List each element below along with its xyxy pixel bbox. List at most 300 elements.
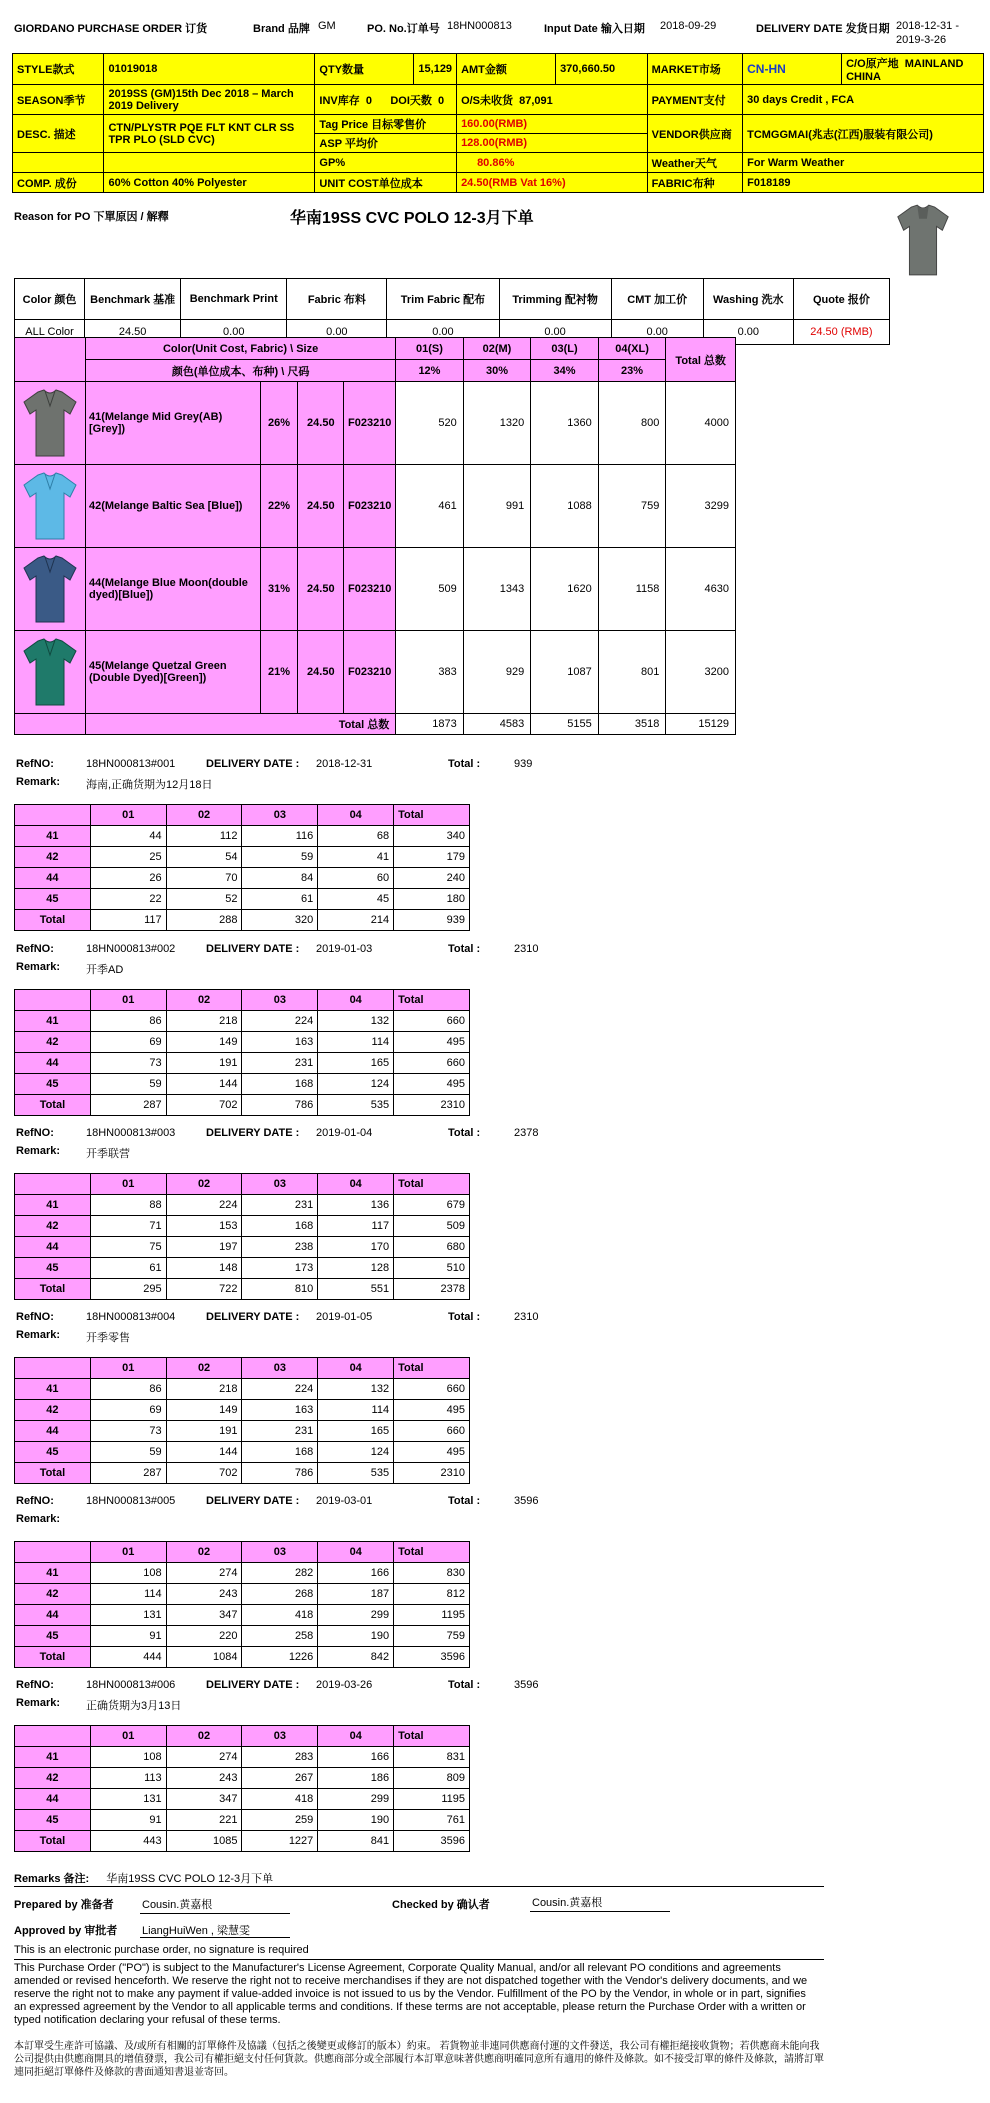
market-label: MARKET市场 <box>647 54 742 85</box>
remark-value: 开季零售 <box>86 1332 130 1344</box>
delivery-row <box>15 1379 470 1400</box>
ref-value: 18HN000813#005 <box>86 1495 176 1507</box>
qty-cell: 231 <box>242 1195 318 1216</box>
total-cell: 3596 <box>394 1831 470 1852</box>
color-cost: 24.50 <box>298 465 344 548</box>
total-row-label: Total <box>15 910 91 931</box>
qty-cell: 170 <box>318 1237 394 1258</box>
size-total: 3518 <box>598 714 666 735</box>
size-col-head: Total <box>394 1358 470 1379</box>
qty-cell: 1088 <box>531 465 599 548</box>
qty-cell: 166 <box>318 1563 394 1584</box>
total-cell: 1085 <box>166 1831 242 1852</box>
qty-cell: 86 <box>90 1011 166 1032</box>
qty-cell: 75 <box>90 1237 166 1258</box>
total-cell: 295 <box>90 1279 166 1300</box>
delivery-row <box>15 1810 470 1831</box>
delivery-date-value: 2019-01-04 <box>316 1127 373 1139</box>
qty-cell: 173 <box>242 1258 318 1279</box>
delivery-total-row <box>15 1279 470 1300</box>
delivery-row <box>15 1258 470 1279</box>
qty-cell: 509 <box>396 548 464 631</box>
color-code: 44 <box>15 1053 91 1074</box>
market-value: CN-HN <box>743 54 842 85</box>
remark-label: Remark: <box>16 1145 61 1157</box>
approved-label: Approved by 审批者 <box>14 1925 118 1937</box>
delivery-header <box>16 758 576 794</box>
delivery-size-table <box>14 989 470 1116</box>
total-row-label: Total <box>15 1279 91 1300</box>
delivery-row <box>15 1400 470 1421</box>
size-col-head: 04 <box>318 805 394 826</box>
qty-cell: 73 <box>90 1053 166 1074</box>
doi-label: DOI天数 <box>390 94 432 107</box>
total-row-label: Total <box>15 1647 91 1668</box>
desc-label: DESC. 描述 <box>13 115 104 153</box>
qty-cell: 520 <box>396 382 464 465</box>
qty-cell: 114 <box>318 1032 394 1053</box>
qty-cell: 991 <box>463 465 531 548</box>
total-cell: 444 <box>90 1647 166 1668</box>
ref-label: RefNO: <box>16 943 54 955</box>
size-ratio: 12% <box>396 360 464 382</box>
qty-cell: 240 <box>394 868 470 889</box>
delivery-row <box>15 1563 470 1584</box>
delivery-date-value: 2019-01-03 <box>316 943 373 955</box>
bench-value: 0.00 <box>499 320 611 345</box>
qty-cell: 149 <box>166 1032 242 1053</box>
amt-label: AMT金额 <box>457 54 556 85</box>
delivery-row <box>15 1421 470 1442</box>
delivery-range-end: 2019-3-26 <box>896 34 947 46</box>
qty-cell: 831 <box>394 1747 470 1768</box>
desc-value: CTN/PLYSTR PQE FLT KNT CLR SS TPR PLO (SLD CVC) <box>104 115 315 153</box>
delivery-row <box>15 1237 470 1258</box>
color-fabric: F023210 <box>344 631 396 714</box>
remark-value: 开季联营 <box>86 1148 130 1160</box>
co-cell <box>842 54 984 85</box>
size-col-head: 01 <box>90 990 166 1011</box>
total-cell: 702 <box>166 1463 242 1484</box>
color-code: 45 <box>15 1074 91 1095</box>
delivery-size-table <box>14 1541 470 1668</box>
size-col-head: 02 <box>166 990 242 1011</box>
qty-cell: 243 <box>166 1584 242 1605</box>
qty-cell: 88 <box>90 1195 166 1216</box>
size-col-head: 01 <box>90 1174 166 1195</box>
qty-cell: 26 <box>90 868 166 889</box>
delivery-row <box>15 889 470 910</box>
delivery-row <box>15 1584 470 1605</box>
qty-cell: 191 <box>166 1053 242 1074</box>
size-col-head: 04 <box>318 1358 394 1379</box>
prepared-label: Prepared by 准备者 <box>14 1899 114 1911</box>
qty-cell: 238 <box>242 1237 318 1258</box>
qty-cell: 231 <box>242 1421 318 1442</box>
payment-label: PAYMENT支付 <box>647 85 742 115</box>
qty-cell: 163 <box>242 1400 318 1421</box>
delivery-date-label: DELIVERY DATE : <box>206 1495 300 1507</box>
bench-header: Trim Fabric 配布 <box>387 279 499 320</box>
color-code: 45 <box>15 1810 91 1831</box>
delivery-date-label: DELIVERY DATE 发货日期 <box>756 23 890 35</box>
qty-cell: 1360 <box>531 382 599 465</box>
ref-label: RefNO: <box>16 1311 54 1323</box>
row-total: 3299 <box>666 465 736 548</box>
total-cell: 702 <box>166 1095 242 1116</box>
delivery-size-table <box>14 1725 470 1852</box>
unit-cost-label: UNIT COST单位成本 <box>315 173 457 193</box>
qty-cell: 124 <box>318 1074 394 1095</box>
color-code: 42 <box>15 1584 91 1605</box>
bench-header: Benchmark 基准 <box>85 279 181 320</box>
delivery-date-value: 2019-03-26 <box>316 1679 373 1691</box>
qty-cell: 660 <box>394 1379 470 1400</box>
bench-value: 0.00 <box>287 320 387 345</box>
size-col-head: 02 <box>166 1542 242 1563</box>
style-label: STYLE款式 <box>13 54 104 85</box>
qty-cell: 108 <box>90 1563 166 1584</box>
qty-cell: 165 <box>318 1053 394 1074</box>
delivery-total-label: Total : <box>448 1127 481 1139</box>
qty-cell: 71 <box>90 1216 166 1237</box>
size-col-head: 03 <box>242 1174 318 1195</box>
qty-cell: 283 <box>242 1747 318 1768</box>
delivery-header <box>16 943 576 979</box>
size-total: 5155 <box>531 714 599 735</box>
remark-label: Remark: <box>16 776 61 788</box>
row-total: 3200 <box>666 631 736 714</box>
delivery-total-row <box>15 1463 470 1484</box>
size-col-head: 01 <box>90 1542 166 1563</box>
qty-cell: 186 <box>318 1768 394 1789</box>
qty-cell: 830 <box>394 1563 470 1584</box>
qty-cell: 61 <box>90 1258 166 1279</box>
total-cell: 2310 <box>394 1463 470 1484</box>
color-code: 42 <box>15 1400 91 1421</box>
qty-cell: 680 <box>394 1237 470 1258</box>
qty-cell: 114 <box>90 1584 166 1605</box>
qty-cell: 165 <box>318 1421 394 1442</box>
bench-value: 0.00 <box>387 320 499 345</box>
qty-cell: 231 <box>242 1053 318 1074</box>
delivery-header <box>16 1311 576 1347</box>
qty-cell: 91 <box>90 1626 166 1647</box>
qty-cell: 197 <box>166 1237 242 1258</box>
bench-header: Washing 洗水 <box>703 279 793 320</box>
remarks-label: Remarks 备注: <box>14 1873 90 1885</box>
total-cell: 443 <box>90 1831 166 1852</box>
total-cell: 1084 <box>166 1647 242 1668</box>
color-code: 42 <box>15 1216 91 1237</box>
remarks-value: 华南19SS CVC POLO 12-3月下单 <box>106 1873 274 1885</box>
qty-cell: 1195 <box>394 1789 470 1810</box>
delivery-row <box>15 1032 470 1053</box>
os-value: 87,091 <box>519 94 553 107</box>
qty-cell: 180 <box>394 889 470 910</box>
delivery-total-value: 2310 <box>514 1311 539 1323</box>
qty-cell: 191 <box>166 1421 242 1442</box>
qty-cell: 128 <box>318 1258 394 1279</box>
color-total-row <box>15 714 736 735</box>
size-col-head: 02 <box>166 1174 242 1195</box>
remark-value: 海南,正确货期为12月18日 <box>86 779 213 791</box>
navy-polo-icon <box>18 552 82 626</box>
total-cell: 2310 <box>394 1095 470 1116</box>
qty-cell: 218 <box>166 1379 242 1400</box>
qty-cell: 340 <box>394 826 470 847</box>
delivery-header <box>16 1127 576 1163</box>
inv-value: 0 <box>365 94 373 107</box>
qty-cell: 69 <box>90 1032 166 1053</box>
swatch-cell <box>15 548 86 631</box>
grand-total-label: Total 总数 <box>86 714 396 735</box>
delivery-total-row <box>15 1095 470 1116</box>
input-date-label: Input Date 输入日期 <box>544 23 645 35</box>
qty-cell: 759 <box>394 1626 470 1647</box>
page-title: 华南19SS CVC POLO 12-3月下单 <box>290 210 534 227</box>
color-code: 41 <box>15 1195 91 1216</box>
qty-cell: 131 <box>90 1789 166 1810</box>
delivery-total-value: 2378 <box>514 1127 539 1139</box>
qty-cell: 132 <box>318 1379 394 1400</box>
qty-cell: 495 <box>394 1400 470 1421</box>
qty-cell: 149 <box>166 1400 242 1421</box>
bench-value: 0.00 <box>181 320 287 345</box>
qty-cell: 1195 <box>394 1605 470 1626</box>
bench-header: Fabric 布料 <box>287 279 387 320</box>
qty-cell: 1320 <box>463 382 531 465</box>
doc-title: GIORDANO PURCHASE ORDER 订货 <box>14 23 208 35</box>
total-cell: 810 <box>242 1279 318 1300</box>
delivery-row <box>15 868 470 889</box>
size-col-head: 03 <box>242 805 318 826</box>
qty-cell: 495 <box>394 1442 470 1463</box>
ref-value: 18HN000813#004 <box>86 1311 176 1323</box>
os-cell <box>457 85 648 115</box>
bench-value: 24.50 <box>85 320 181 345</box>
size-col-head: 01 <box>90 1358 166 1379</box>
color-pct: 31% <box>260 548 298 631</box>
qty-cell: 221 <box>166 1810 242 1831</box>
bench-header: Color 颜色 <box>15 279 85 320</box>
qty-cell: 267 <box>242 1768 318 1789</box>
qty-cell: 299 <box>318 1789 394 1810</box>
qty-cell: 809 <box>394 1768 470 1789</box>
grand-total: 15129 <box>666 714 736 735</box>
color-code: 45 <box>15 889 91 910</box>
bench-header: Trimming 配衬物 <box>499 279 611 320</box>
qty-cell: 73 <box>90 1421 166 1442</box>
remark-label: Remark: <box>16 1697 61 1709</box>
total-head: Total 总数 <box>666 338 736 382</box>
total-row-label: Total <box>15 1463 91 1484</box>
qty-cell: 22 <box>90 889 166 910</box>
qty-cell: 166 <box>318 1747 394 1768</box>
remark-label: Remark: <box>16 1513 61 1525</box>
product-thumbnail-icon <box>892 200 954 280</box>
delivery-date-label: DELIVERY DATE : <box>206 1679 300 1691</box>
electronic-note: This is an electronic purchase order, no signature is required <box>14 1944 309 1956</box>
color-code: 45 <box>15 1626 91 1647</box>
qty-cell: 495 <box>394 1032 470 1053</box>
qty-cell: 187 <box>318 1584 394 1605</box>
color-code: 44 <box>15 1605 91 1626</box>
qty-cell: 131 <box>90 1605 166 1626</box>
qty-label: QTY数量 <box>315 54 414 85</box>
qty-cell: 759 <box>598 465 666 548</box>
total-cell: 535 <box>318 1095 394 1116</box>
delivery-date-label: DELIVERY DATE : <box>206 1127 300 1139</box>
grey-polo-icon <box>18 386 82 460</box>
os-label: O/S未收货 <box>461 94 514 107</box>
remark-value: 正确货期为3月13日 <box>86 1700 182 1712</box>
fabric-label: FABRIC布种 <box>647 173 742 193</box>
delivery-row <box>15 826 470 847</box>
color-code: 41 <box>15 1011 91 1032</box>
color-fabric: F023210 <box>344 465 396 548</box>
size-col-head: 03 <box>242 1358 318 1379</box>
delivery-date-value: 2019-01-05 <box>316 1311 373 1323</box>
qty-cell: 132 <box>318 1011 394 1032</box>
qty-cell: 45 <box>318 889 394 910</box>
checked-label: Checked by 确认者 <box>392 1899 490 1911</box>
total-cell: 288 <box>166 910 242 931</box>
qty-cell: 168 <box>242 1216 318 1237</box>
po-header <box>14 14 974 50</box>
po-label: PO. No.订单号 <box>367 23 440 35</box>
fabric-value: F018189 <box>743 173 984 193</box>
color-code: 41 <box>15 1379 91 1400</box>
qty-cell: 113 <box>90 1768 166 1789</box>
benchmark-table <box>14 278 890 345</box>
delivery-row <box>15 1626 470 1647</box>
tag-price-value: 160.00(RMB) <box>457 115 648 134</box>
delivery-total-label: Total : <box>448 943 481 955</box>
qty-cell: 224 <box>242 1379 318 1400</box>
row-total: 4000 <box>666 382 736 465</box>
delivery-row <box>15 1216 470 1237</box>
inv-cell <box>315 85 457 115</box>
qty-cell: 510 <box>394 1258 470 1279</box>
color-code: 44 <box>15 1789 91 1810</box>
qty-cell: 25 <box>90 847 166 868</box>
qty-cell: 54 <box>166 847 242 868</box>
brand-label: Brand 品牌 <box>253 23 310 35</box>
qty-cell: 168 <box>242 1442 318 1463</box>
qty-cell: 59 <box>90 1442 166 1463</box>
input-date-value: 2018-09-29 <box>660 20 717 32</box>
color-pct: 22% <box>260 465 298 548</box>
qty-cell: 59 <box>90 1074 166 1095</box>
qty-cell: 218 <box>166 1011 242 1032</box>
size-head: 03(L) <box>531 338 599 360</box>
brand-value: GM <box>318 20 336 32</box>
size-col-head: Total <box>394 990 470 1011</box>
qty-cell: 112 <box>166 826 242 847</box>
qty-cell: 509 <box>394 1216 470 1237</box>
color-name: 42(Melange Baltic Sea [Blue]) <box>86 465 261 548</box>
qty-cell: 163 <box>242 1032 318 1053</box>
qty-cell: 114 <box>318 1400 394 1421</box>
qty-cell: 68 <box>318 826 394 847</box>
color-cost: 24.50 <box>298 382 344 465</box>
delivery-date-label: DELIVERY DATE : <box>206 1311 300 1323</box>
reason-label: Reason for PO 下單原因 / 解釋 <box>14 211 169 223</box>
qty-cell: 59 <box>242 847 318 868</box>
bench-value-quote: 24.50 (RMB) <box>793 320 889 345</box>
total-cell: 320 <box>242 910 318 931</box>
qty-cell: 91 <box>90 1810 166 1831</box>
qty-cell: 418 <box>242 1605 318 1626</box>
qty-cell: 179 <box>394 847 470 868</box>
color-fabric: F023210 <box>344 548 396 631</box>
total-cell: 841 <box>318 1831 394 1852</box>
ref-value: 18HN000813#002 <box>86 943 176 955</box>
color-head-cn: 颜色(单位成本、布种) \ 尺码 <box>86 360 396 382</box>
total-cell: 842 <box>318 1647 394 1668</box>
delivery-date-value: 2018-12-31 <box>316 758 373 770</box>
qty-cell: 86 <box>90 1379 166 1400</box>
qty-cell: 190 <box>318 1810 394 1831</box>
total-row-label: Total <box>15 1095 91 1116</box>
size-col-head: Total <box>394 805 470 826</box>
qty-cell: 116 <box>242 826 318 847</box>
total-cell: 939 <box>394 910 470 931</box>
total-cell: 287 <box>90 1095 166 1116</box>
qty-cell: 679 <box>394 1195 470 1216</box>
qty-cell: 418 <box>242 1789 318 1810</box>
delivery-row <box>15 1605 470 1626</box>
color-pct: 26% <box>260 382 298 465</box>
qty-cell: 224 <box>242 1011 318 1032</box>
size-col-head: 03 <box>242 1542 318 1563</box>
po-value: 18HN000813 <box>447 20 512 32</box>
asp-label: ASP 平均价 <box>315 134 457 153</box>
size-col-head: 02 <box>166 1358 242 1379</box>
delivery-date-label: DELIVERY DATE : <box>206 758 300 770</box>
qty-cell: 929 <box>463 631 531 714</box>
total-cell: 3596 <box>394 1647 470 1668</box>
payment-value: 30 days Credit , FCA <box>743 85 984 115</box>
delivery-size-table <box>14 804 470 931</box>
total-cell: 1226 <box>242 1647 318 1668</box>
size-col-head: 02 <box>166 805 242 826</box>
bench-value: 0.00 <box>611 320 703 345</box>
qty-cell: 1087 <box>531 631 599 714</box>
color-name: 44(Melange Blue Moon(double dyed)[Blue]) <box>86 548 261 631</box>
qty-cell: 299 <box>318 1605 394 1626</box>
ref-value: 18HN000813#003 <box>86 1127 176 1139</box>
delivery-row <box>15 1053 470 1074</box>
size-col-head: 03 <box>242 1726 318 1747</box>
delivery-total-row <box>15 910 470 931</box>
size-ratio: 23% <box>598 360 666 382</box>
qty-cell: 495 <box>394 1074 470 1095</box>
size-col-head: Total <box>394 1174 470 1195</box>
benchmark-header-row <box>15 279 890 320</box>
qty-cell: 243 <box>166 1768 242 1789</box>
color-code: 44 <box>15 1421 91 1442</box>
remark-label: Remark: <box>16 1329 61 1341</box>
swatch-cell <box>15 465 86 548</box>
remarks-line <box>14 1870 273 1886</box>
ref-label: RefNO: <box>16 1495 54 1507</box>
qty-cell: 801 <box>598 631 666 714</box>
delivery-size-table <box>14 1173 470 1300</box>
delivery-row <box>15 1768 470 1789</box>
size-col-head: 04 <box>318 1542 394 1563</box>
